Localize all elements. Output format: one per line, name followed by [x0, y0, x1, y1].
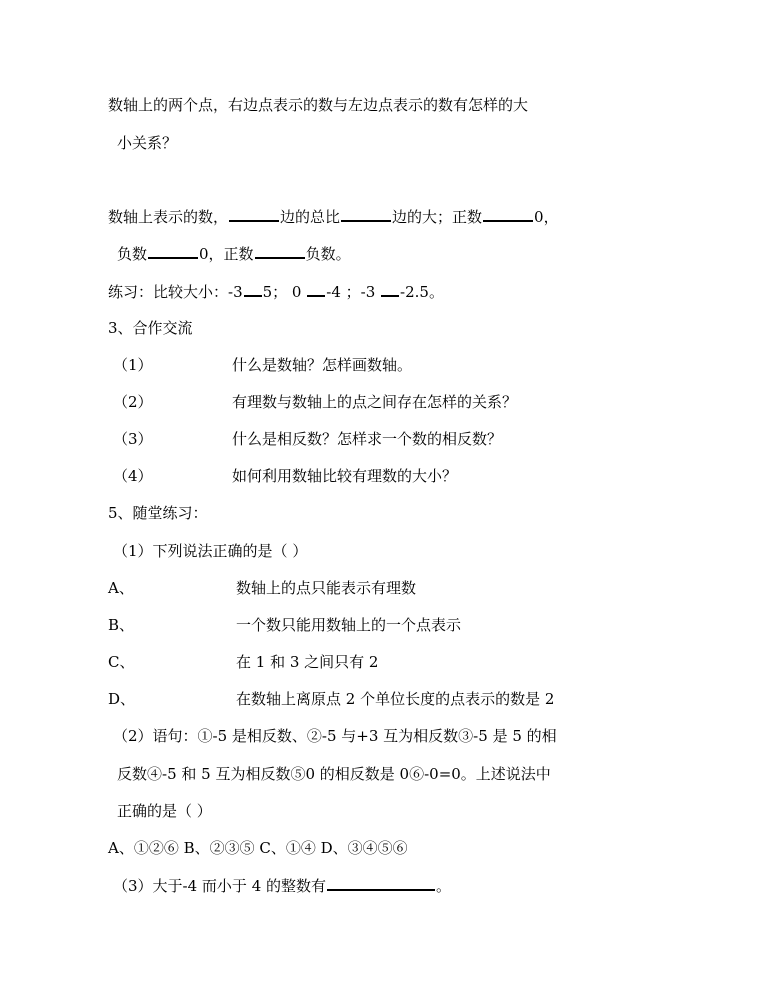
section3-item-2-text: 有理数与数轴上的点之间存在怎样的关系？: [232, 393, 518, 411]
q1-option-a-label: A、: [108, 579, 134, 597]
section3-item-4-num: （4）: [113, 467, 153, 485]
fill-text-7: 负数。: [305, 245, 351, 263]
answer-blank[interactable]: [229, 206, 279, 222]
section3-item-2-num: （2）: [113, 393, 153, 411]
fill-text-1: 数轴上表示的数，: [108, 208, 229, 226]
question-intro-line1: 数轴上的两个点，右边点表示的数与左边点表示的数有怎样的大: [108, 96, 529, 114]
section3-title: 3、合作交流: [108, 319, 193, 337]
q1-stem: （1）下列说法正确的是（ ）: [113, 542, 308, 560]
practice-text-1: 练习：比较大小：-3: [108, 283, 243, 301]
answer-blank[interactable]: [483, 206, 533, 222]
fill-blank-line2: [117, 243, 351, 263]
fill-text-5: 负数: [117, 245, 148, 263]
answer-blank[interactable]: [341, 206, 391, 222]
q3-line: [113, 875, 451, 895]
practice-text-2: 5； 0: [262, 283, 307, 301]
q1-option-d-label: D、: [108, 690, 136, 708]
question-intro-line2: 小关系？: [117, 134, 178, 152]
section3-item-3-num: （3）: [113, 430, 153, 448]
q2-line2: 反数④-5 和 5 互为相反数⑤0 的相反数是 0⑥-0=0。上述说法中: [117, 765, 551, 783]
fill-text-3: 边的大；正数: [392, 208, 483, 226]
fill-text-4: 0，: [534, 208, 559, 226]
answer-blank[interactable]: [148, 243, 198, 259]
answer-blank[interactable]: [244, 281, 262, 297]
q3-text-1: （3）大于-4 而小于 4 的整数有: [113, 877, 327, 895]
answer-blank[interactable]: [307, 281, 325, 297]
practice-text-4: -2.5。: [400, 283, 444, 301]
q1-option-c-label: C、: [108, 653, 135, 671]
practice-text-3: -4 ；-3: [326, 283, 381, 301]
answer-blank[interactable]: [255, 243, 305, 259]
answer-blank[interactable]: [381, 281, 399, 297]
q1-option-b-text[interactable]: 一个数只能用数轴上的一个点表示: [236, 616, 462, 634]
section3-item-3-text: 什么是相反数？怎样求一个数的相反数？: [232, 430, 503, 448]
q3-text-2: 。: [436, 877, 452, 895]
q2-options[interactable]: A、①②⑥ B、②③⑤ C、①④ D、③④⑤⑥: [108, 839, 408, 857]
q1-option-d-text[interactable]: 在数轴上离原点 2 个单位长度的点表示的数是 2: [236, 690, 555, 708]
q2-line3: 正确的是（ ）: [117, 802, 212, 820]
fill-blank-line1: [108, 206, 559, 226]
q2-line1: （2）语句：①-5 是相反数、②-5 与+3 互为相反数③-5 是 5 的相: [113, 727, 557, 745]
q1-option-c-text[interactable]: 在 1 和 3 之间只有 2: [236, 653, 379, 671]
section5-title: 5、随堂练习：: [108, 504, 208, 522]
fill-text-6: 0，正数: [199, 245, 254, 263]
section3-item-4-text: 如何利用数轴比较有理数的大小？: [232, 467, 458, 485]
answer-blank[interactable]: [327, 875, 435, 891]
section3-item-1-text: 什么是数轴？怎样画数轴。: [232, 356, 413, 374]
q1-option-a-text[interactable]: 数轴上的点只能表示有理数: [236, 579, 417, 597]
practice-line: [108, 281, 444, 301]
fill-text-2: 边的总比: [280, 208, 341, 226]
section3-item-1-num: （1）: [113, 356, 153, 374]
q1-option-b-label: B、: [108, 616, 135, 634]
